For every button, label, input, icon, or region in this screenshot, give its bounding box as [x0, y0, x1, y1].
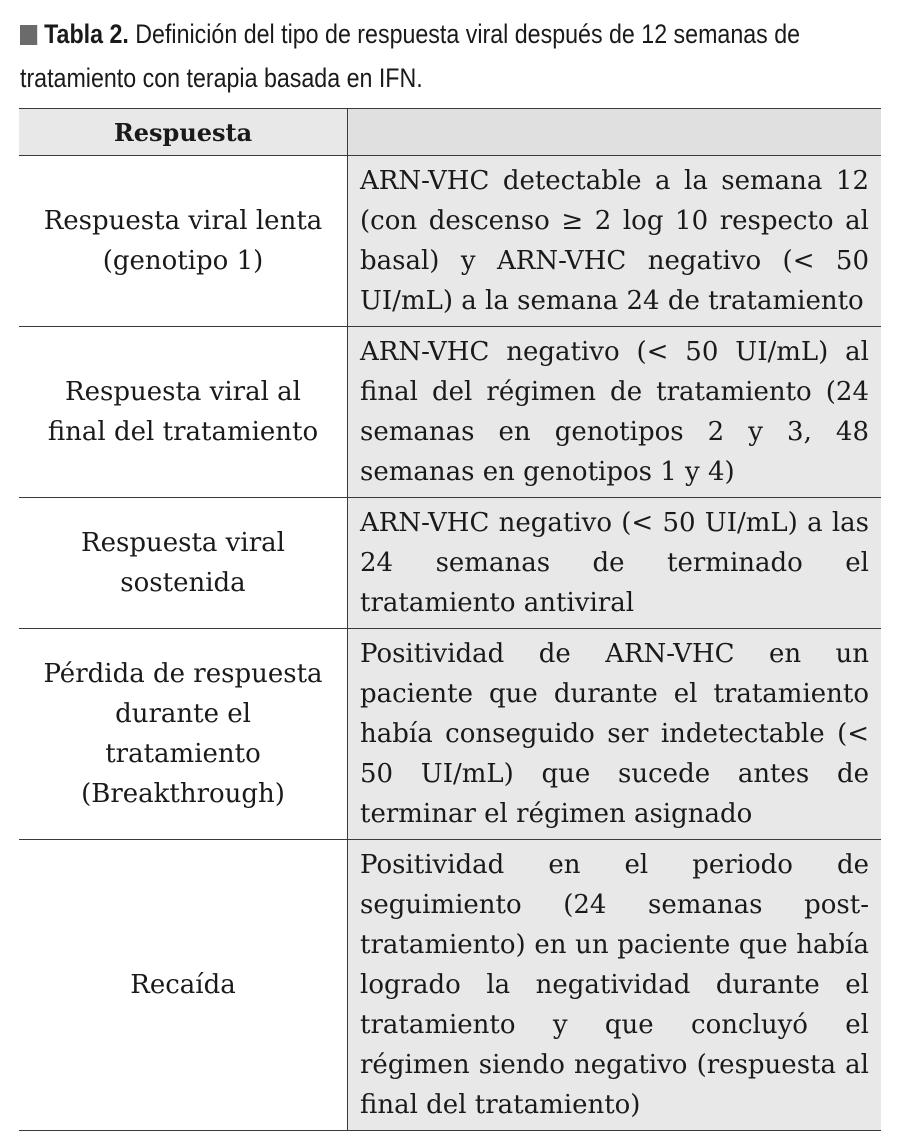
row-term: Respuesta viral sostenida [19, 498, 348, 629]
row-definition: Positividad de ARN-VHC en un paciente que durante el tratamiento había conseguido ser indetectable (< 50 UI/mL) que sucede antes de terminar el régimen asignado [348, 629, 882, 840]
row-term: Respuesta viral al final del tratamiento [19, 327, 348, 498]
row-definition: ARN-VHC negativo (< 50 UI/mL) al final del régimen de tratamiento (24 semanas en genotipos 2 y 3, 48 semanas en genotipos 1 y 4) [348, 327, 882, 498]
row-definition: Positividad en el periodo de seguimiento (24 semanas post-tratamiento) en un paciente que había logrado la negatividad durante el tratamiento y que concluyó el régimen siendo negativo (respuesta al final del tratamiento) [348, 840, 882, 1131]
table-row [19, 156, 881, 327]
table-row [19, 840, 881, 1131]
caption-text: Definición del tipo de respuesta viral después de 12 semanas de tratamiento con terapia basada en IFN. [20, 19, 801, 93]
row-term: Recaída [19, 840, 348, 1131]
response-definition-table [19, 108, 881, 1131]
table-row [19, 327, 881, 498]
row-definition: ARN-VHC negativo (< 50 UI/mL) a las 24 semanas de terminado el tratamiento antiviral [348, 498, 882, 629]
row-definition: ARN-VHC detectable a la semana 12 (con descenso ≥ 2 log 10 respecto al basal) y ARN-VHC negativo (< 50 UI/mL) a la semana 24 de tratamiento [348, 156, 882, 327]
table-row [19, 629, 881, 840]
row-term: Pérdida de respuesta durante el tratamiento (Breakthrough) [19, 629, 348, 840]
row-term: Respuesta viral lenta (genotipo 1) [19, 156, 348, 327]
table-caption [20, 12, 880, 100]
table-row [19, 498, 881, 629]
column-header-definition [348, 109, 882, 156]
table-header-row [19, 109, 881, 156]
column-header-respuesta: Respuesta [19, 109, 348, 156]
caption-label: Tabla 2. [44, 19, 129, 49]
caption-square-icon [20, 25, 37, 45]
